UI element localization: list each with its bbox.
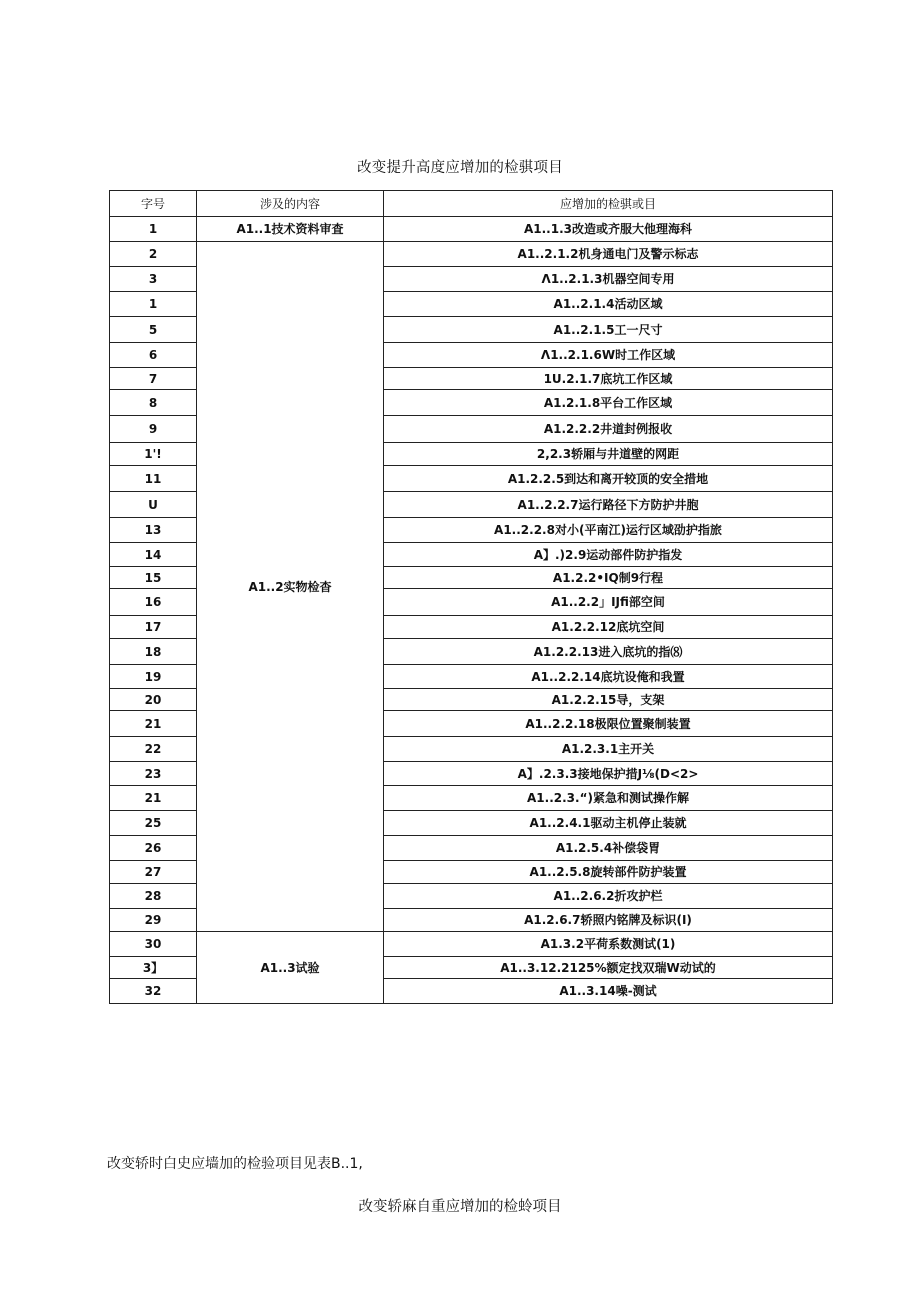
row-inspection-item: A1..2.2.18极限位置聚制装置 bbox=[384, 711, 833, 737]
row-number: 30 bbox=[110, 932, 197, 957]
row-inspection-item: A1..2.1.2机身通电门及警示标志 bbox=[384, 242, 833, 267]
body-paragraph: 改变轿时白史应墙加的检验项目见表B..1, bbox=[107, 1156, 363, 1172]
row-inspection-item: A1..2.2.7运行路径下方防护井胞 bbox=[384, 492, 833, 518]
row-number: 23 bbox=[110, 762, 197, 786]
row-inspection-item: A1..2.5.8旋转部件防护装置 bbox=[384, 861, 833, 884]
row-inspection-item: 1U.2.1.7底坑工作区域 bbox=[384, 368, 833, 390]
row-inspection-item: A1.2.2.5到达和离开较顶的安全措地 bbox=[384, 466, 833, 492]
row-inspection-item: A1..3.12.2125%额定找双瑞W动试的 bbox=[384, 957, 833, 979]
row-number: 7 bbox=[110, 368, 197, 390]
row-number: 14 bbox=[110, 543, 197, 567]
row-inspection-item: A1..2.2.8对小(平南江)运行区域劭护指旅 bbox=[384, 518, 833, 543]
row-content-category: A1..3试验 bbox=[197, 932, 384, 1004]
table-row bbox=[110, 242, 833, 267]
row-inspection-item: A1.2.2•IQ制9行程 bbox=[384, 567, 833, 589]
row-inspection-item: A1..2.2」IJfi部空间 bbox=[384, 589, 833, 616]
row-number: 18 bbox=[110, 639, 197, 665]
row-inspection-item: A1..1.3改造或齐服大他理海科 bbox=[384, 217, 833, 242]
row-inspection-item: 2,2.3轿厢与井道壁的网距 bbox=[384, 443, 833, 466]
row-number: 21 bbox=[110, 711, 197, 737]
row-inspection-item: A1.2.2.12底坑空间 bbox=[384, 616, 833, 639]
row-number: 21 bbox=[110, 786, 197, 811]
row-inspection-item: A1..2.1.4活动区域 bbox=[384, 292, 833, 317]
row-number: 3 bbox=[110, 267, 197, 292]
row-number: 17 bbox=[110, 616, 197, 639]
row-inspection-item: A1.2.2.15导，支架 bbox=[384, 689, 833, 711]
row-number: 15 bbox=[110, 567, 197, 589]
row-number: 22 bbox=[110, 737, 197, 762]
row-number: 29 bbox=[110, 909, 197, 932]
row-number: 1 bbox=[110, 217, 197, 242]
table-row bbox=[110, 217, 833, 242]
header-item: 应增加的检骐或目 bbox=[384, 191, 833, 217]
row-inspection-item: A1..2.2.14底坑设俺和我置 bbox=[384, 665, 833, 689]
row-inspection-item: A】.2.3.3接地保护措J⅛(D<2> bbox=[384, 762, 833, 786]
row-inspection-item: A1.2.2.13进入底坑的指⑻ bbox=[384, 639, 833, 665]
header-content: 涉及的内容 bbox=[197, 191, 384, 217]
row-number: 13 bbox=[110, 518, 197, 543]
row-number: 16 bbox=[110, 589, 197, 616]
row-number: 20 bbox=[110, 689, 197, 711]
row-number: 32 bbox=[110, 979, 197, 1004]
row-inspection-item: A1..2.4.1驱动主机停止装就 bbox=[384, 811, 833, 836]
row-content-category: A1..1技术资料审査 bbox=[197, 217, 384, 242]
row-inspection-item: A1.2.6.7轿照内铭牌及标识(I) bbox=[384, 909, 833, 932]
table-header-row bbox=[110, 191, 833, 217]
row-inspection-item: A1..3.14噪-测试 bbox=[384, 979, 833, 1004]
row-number: U bbox=[110, 492, 197, 518]
row-number: 19 bbox=[110, 665, 197, 689]
row-inspection-item: A1.2.2.2井道封例报收 bbox=[384, 416, 833, 443]
row-inspection-item: A1.2.1.8平台工作区域 bbox=[384, 390, 833, 416]
table-body bbox=[110, 217, 833, 1004]
row-number: 1 bbox=[110, 292, 197, 317]
inspection-items-table bbox=[109, 190, 833, 1004]
row-inspection-item: A1.2.5.4补偿袋胃 bbox=[384, 836, 833, 861]
row-number: 2 bbox=[110, 242, 197, 267]
row-number: 8 bbox=[110, 390, 197, 416]
row-inspection-item: Λ1..2.1.3机器空间专用 bbox=[384, 267, 833, 292]
row-inspection-item: A1.3.2平荷系数测试(1) bbox=[384, 932, 833, 957]
row-number: 11 bbox=[110, 466, 197, 492]
row-content-category: A1..2实物检杳 bbox=[197, 242, 384, 932]
row-number: 6 bbox=[110, 343, 197, 368]
row-number: 9 bbox=[110, 416, 197, 443]
row-inspection-item: A】.)2.9运动部件防护指发 bbox=[384, 543, 833, 567]
row-number: 5 bbox=[110, 317, 197, 343]
row-inspection-item: A1..2.3.“)紧急和测试操作解 bbox=[384, 786, 833, 811]
row-number: 25 bbox=[110, 811, 197, 836]
row-inspection-item: A1.2.3.1主开关 bbox=[384, 737, 833, 762]
second-table-title: 改变轿麻自重应增加的检蛉项目 bbox=[358, 1199, 562, 1215]
table-row bbox=[110, 932, 833, 957]
row-number: 3】 bbox=[110, 957, 197, 979]
row-number: 26 bbox=[110, 836, 197, 861]
row-inspection-item: Λ1..2.1.6W时工作区域 bbox=[384, 343, 833, 368]
row-number: 27 bbox=[110, 861, 197, 884]
table-title: 改变提升高度应增加的检骐项目 bbox=[357, 160, 563, 176]
header-number: 字号 bbox=[110, 191, 197, 217]
row-number: 28 bbox=[110, 884, 197, 909]
row-number: 1'! bbox=[110, 443, 197, 466]
row-inspection-item: A1..2.1.5工一尺寸 bbox=[384, 317, 833, 343]
row-inspection-item: A1..2.6.2折攻护栏 bbox=[384, 884, 833, 909]
